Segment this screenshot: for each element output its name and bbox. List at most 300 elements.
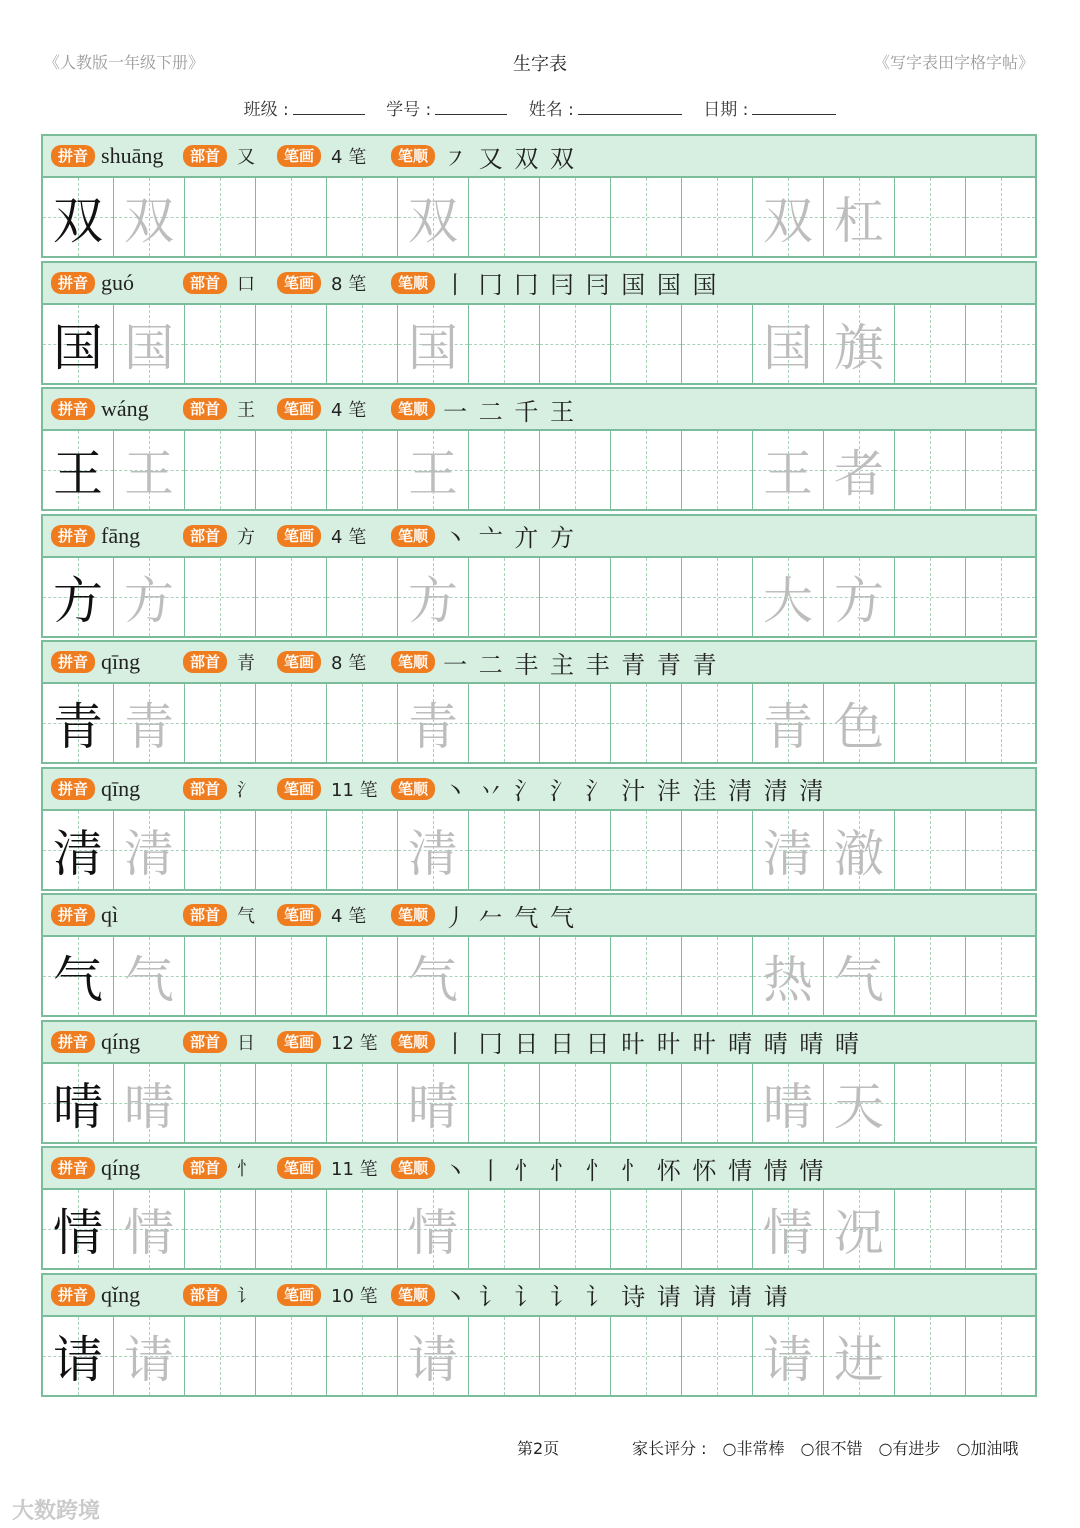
grid-cell[interactable]	[966, 558, 1035, 636]
character-info-bar	[43, 1275, 1035, 1317]
grid-cell[interactable]	[895, 937, 966, 1015]
trace-character: 请	[763, 1330, 813, 1389]
trace-character: 清	[763, 824, 813, 883]
grid-cell[interactable]	[185, 305, 256, 383]
trace-character: 进	[834, 1330, 884, 1389]
trace-character: 晴	[763, 1077, 813, 1136]
grid-cell[interactable]	[753, 1064, 824, 1142]
tianzige-grid	[43, 1190, 1035, 1268]
model-character: 双	[53, 192, 103, 250]
radical-badge: 部首	[183, 904, 227, 926]
radical-badge: 部首	[183, 1157, 227, 1179]
grid-cell[interactable]	[966, 1064, 1035, 1142]
rating-option-2[interactable]: ○ 有进步	[878, 1436, 940, 1459]
grid-cell[interactable]	[611, 1064, 682, 1142]
grid-cell[interactable]	[966, 1190, 1035, 1268]
grid-cell[interactable]	[469, 1190, 540, 1268]
grid-cell[interactable]	[753, 431, 824, 509]
rating-option-0[interactable]: ○ 非常棒	[722, 1436, 784, 1459]
trace-character: 天	[834, 1077, 884, 1136]
grid-cell[interactable]	[43, 178, 114, 256]
trace-character: 气	[408, 951, 458, 1009]
pinyin: qíng	[101, 1028, 141, 1054]
grid-cell[interactable]	[824, 811, 895, 889]
grid-cell[interactable]	[398, 684, 469, 762]
grid-cell[interactable]	[895, 305, 966, 383]
radical-badge: 部首	[183, 145, 227, 167]
grid-cell[interactable]	[611, 684, 682, 762]
trace-character: 气	[124, 951, 174, 1009]
grid-cell[interactable]	[682, 937, 753, 1015]
trace-character: 清	[408, 824, 458, 883]
trace-character: 请	[124, 1330, 174, 1389]
strokes-badge: 笔画	[277, 1157, 321, 1179]
trace-character: 况	[834, 1204, 884, 1262]
grid-cell[interactable]	[256, 178, 327, 256]
grid-cell[interactable]	[895, 1064, 966, 1142]
stroke-count: 11 笔	[331, 779, 378, 801]
stroke-order: 一 二 千 王	[443, 397, 576, 426]
model-character: 晴	[53, 1077, 103, 1136]
trace-character: 热	[763, 951, 813, 1009]
pinyin: qīng	[101, 775, 141, 801]
grid-cell[interactable]	[966, 811, 1035, 889]
grid-cell[interactable]	[611, 1190, 682, 1268]
grid-cell[interactable]	[469, 684, 540, 762]
grid-cell[interactable]	[469, 811, 540, 889]
pinyin-badge: 拼音	[51, 525, 95, 547]
grid-cell[interactable]	[327, 431, 398, 509]
radical-badge: 部首	[183, 398, 227, 420]
grid-cell[interactable]	[540, 1190, 611, 1268]
name-field[interactable]: 姓名 :	[529, 95, 682, 120]
grid-cell[interactable]	[824, 1064, 895, 1142]
radical: 日	[237, 1032, 256, 1054]
stroke-order: 一 二 丰 主 丰 青 青 青	[443, 650, 719, 679]
grid-cell[interactable]	[469, 178, 540, 256]
grid-cell[interactable]	[43, 1317, 114, 1395]
grid-cell[interactable]	[540, 1317, 611, 1395]
grid-cell[interactable]	[611, 937, 682, 1015]
trace-character: 情	[408, 1204, 458, 1262]
order-badge: 笔顺	[391, 904, 435, 926]
stroke-order: 丶 丷 氵 氵 氵 汁 沣 洼 清 清 清	[443, 777, 826, 805]
radical-badge: 部首	[183, 1284, 227, 1306]
strokes-badge: 笔画	[277, 1284, 321, 1306]
stroke-order: 丿 𠂉 气 气	[443, 903, 576, 932]
grid-cell[interactable]	[256, 1317, 327, 1395]
grid-cell[interactable]	[256, 1064, 327, 1142]
pinyin-badge: 拼音	[51, 1284, 95, 1306]
trace-character: 大	[763, 571, 813, 630]
page-title: 生字表	[513, 54, 567, 75]
trace-character: 情	[124, 1204, 174, 1262]
pinyin: fāng	[101, 522, 141, 548]
grid-cell[interactable]	[824, 305, 895, 383]
grid-cell[interactable]	[114, 1064, 185, 1142]
grid-cell[interactable]	[682, 431, 753, 509]
grid-cell[interactable]	[43, 1064, 114, 1142]
trace-character: 双	[124, 192, 174, 250]
grid-cell[interactable]	[753, 1317, 824, 1395]
radical: 又	[237, 147, 256, 168]
strokes-badge: 笔画	[277, 272, 321, 294]
order-badge: 笔顺	[391, 525, 435, 547]
grid-cell[interactable]	[682, 684, 753, 762]
order-badge: 笔顺	[391, 651, 435, 673]
model-character: 国	[53, 318, 103, 377]
book-title: 《人教版一年级下册》	[44, 53, 205, 72]
stroke-order: 丶 丨 忄 忄 忄 忄 怀 怀 情 情 情	[443, 1156, 826, 1185]
grid-cell[interactable]	[398, 305, 469, 383]
tianzige-grid	[43, 431, 1035, 509]
grid-cell[interactable]	[256, 1190, 327, 1268]
character-block	[41, 767, 1037, 891]
character-block	[41, 1273, 1037, 1397]
pinyin: qīng	[101, 649, 141, 674]
grid-cell[interactable]	[682, 305, 753, 383]
grid-cell[interactable]	[611, 558, 682, 636]
grid-cell[interactable]	[469, 431, 540, 509]
grid-cell[interactable]	[398, 1190, 469, 1268]
rating-option-3[interactable]: ○ 加油哦	[956, 1436, 1018, 1459]
grid-cell[interactable]	[398, 1064, 469, 1142]
grid-cell[interactable]	[966, 937, 1035, 1015]
grid-cell[interactable]	[540, 431, 611, 509]
tianzige-grid	[43, 937, 1035, 1015]
grid-cell[interactable]	[824, 1190, 895, 1268]
grid-cell[interactable]	[114, 811, 185, 889]
date-field[interactable]: 日期 :	[703, 95, 836, 120]
trace-character: 清	[124, 824, 174, 883]
pinyin: guó	[101, 269, 135, 295]
grid-cell[interactable]	[469, 1064, 540, 1142]
grid-cell[interactable]	[753, 684, 824, 762]
grid-cell[interactable]	[824, 178, 895, 256]
stroke-count: 10 笔	[331, 1285, 378, 1307]
grid-cell[interactable]	[398, 431, 469, 509]
grid-cell[interactable]	[114, 1190, 185, 1268]
stroke-count: 8 笔	[331, 653, 367, 674]
order-badge: 笔顺	[391, 398, 435, 420]
grid-cell[interactable]	[43, 684, 114, 762]
grid-cell[interactable]	[895, 1190, 966, 1268]
grid-cell[interactable]	[114, 431, 185, 509]
character-block	[41, 1146, 1037, 1270]
grid-cell[interactable]	[966, 305, 1035, 383]
grid-cell[interactable]	[398, 937, 469, 1015]
grid-cell[interactable]	[185, 1064, 256, 1142]
tianzige-grid	[43, 811, 1035, 889]
grid-cell[interactable]	[753, 937, 824, 1015]
tianzige-grid	[43, 684, 1035, 762]
grid-cell[interactable]	[43, 811, 114, 889]
character-info-bar	[43, 1022, 1035, 1064]
grid-cell[interactable]	[185, 937, 256, 1015]
trace-character: 旗	[834, 318, 884, 377]
trace-character: 色	[834, 698, 884, 756]
tianzige-grid	[43, 558, 1035, 636]
trace-character: 澈	[834, 824, 884, 883]
grid-cell[interactable]	[753, 178, 824, 256]
grid-cell[interactable]	[682, 178, 753, 256]
grid-cell[interactable]	[540, 305, 611, 383]
pinyin-badge: 拼音	[51, 398, 95, 420]
radical: 讠	[237, 1285, 256, 1307]
strokes-badge: 笔画	[277, 904, 321, 926]
trace-character: 气	[834, 951, 884, 1009]
trace-character: 者	[834, 445, 884, 503]
strokes-badge: 笔画	[277, 398, 321, 420]
grid-cell[interactable]	[895, 558, 966, 636]
trace-character: 王	[124, 445, 174, 503]
model-character: 青	[53, 698, 103, 756]
tianzige-grid	[43, 1064, 1035, 1142]
order-badge: 笔顺	[391, 272, 435, 294]
watermark: 大数跨境	[12, 1499, 101, 1524]
model-character: 方	[53, 571, 103, 630]
grid-cell[interactable]	[327, 558, 398, 636]
grid-cell[interactable]	[753, 558, 824, 636]
grid-cell[interactable]	[824, 558, 895, 636]
stroke-count: 12 笔	[331, 1032, 378, 1054]
grid-cell[interactable]	[327, 305, 398, 383]
stroke-order: 丶 讠 讠 讠 讠 诗 请 请 请 请	[443, 1283, 790, 1311]
grid-cell[interactable]	[540, 1064, 611, 1142]
grid-cell[interactable]	[256, 305, 327, 383]
rating-option-1[interactable]: ○ 很不错	[800, 1436, 862, 1459]
radical-badge: 部首	[183, 1031, 227, 1053]
order-badge: 笔顺	[391, 1284, 435, 1306]
page-number: 第2页	[517, 1439, 560, 1458]
character-block	[41, 893, 1037, 1017]
grid-cell[interactable]	[824, 1317, 895, 1395]
trace-character: 方	[408, 571, 458, 630]
pinyin-badge: 拼音	[51, 145, 95, 167]
tianzige-grid	[43, 1317, 1035, 1395]
character-block	[41, 514, 1037, 638]
grid-cell[interactable]	[185, 1317, 256, 1395]
grid-cell[interactable]	[256, 811, 327, 889]
stroke-order: 丨 冂 冂 冃 冃 国 国 国	[443, 271, 719, 299]
grid-cell[interactable]	[611, 811, 682, 889]
trace-character: 青	[408, 698, 458, 756]
grid-cell[interactable]	[114, 684, 185, 762]
character-block	[41, 640, 1037, 764]
grid-cell[interactable]	[185, 1190, 256, 1268]
grid-cell[interactable]	[753, 305, 824, 383]
model-character: 情	[53, 1204, 103, 1262]
pinyin: qíng	[101, 1155, 141, 1180]
stroke-count: 8 笔	[331, 273, 367, 295]
trace-character: 青	[124, 698, 174, 756]
trace-character: 晴	[408, 1077, 458, 1136]
grid-cell[interactable]	[327, 1317, 398, 1395]
grid-cell[interactable]	[114, 178, 185, 256]
radical: 方	[237, 526, 256, 548]
grid-cell[interactable]	[398, 1317, 469, 1395]
grid-cell[interactable]	[753, 1190, 824, 1268]
grid-cell[interactable]	[327, 684, 398, 762]
tianzige-grid	[43, 305, 1035, 383]
grid-cell[interactable]	[824, 431, 895, 509]
parent-rating: 家长评分 : ○ 非常棒 ○ 很不错 ○ 有进步 ○ 加油哦	[632, 1436, 1018, 1459]
grid-cell[interactable]	[895, 178, 966, 256]
grid-cell[interactable]	[256, 431, 327, 509]
pinyin: qǐng	[101, 1281, 141, 1307]
character-info-bar	[43, 642, 1035, 684]
pinyin: shuāng	[101, 143, 164, 168]
grid-cell[interactable]	[682, 1317, 753, 1395]
grid-cell[interactable]	[611, 178, 682, 256]
model-character: 请	[53, 1330, 103, 1389]
grid-cell[interactable]	[895, 1317, 966, 1395]
radical: 氵	[237, 779, 256, 801]
grid-cell[interactable]	[753, 811, 824, 889]
grid-cell[interactable]	[114, 1317, 185, 1395]
radical-badge: 部首	[183, 651, 227, 673]
stroke-count: 4 笔	[331, 400, 367, 421]
character-info-bar	[43, 389, 1035, 431]
grid-cell[interactable]	[824, 684, 895, 762]
trace-character: 双	[763, 192, 813, 250]
character-block	[41, 261, 1037, 385]
radical-badge: 部首	[183, 272, 227, 294]
strokes-badge: 笔画	[277, 651, 321, 673]
model-character: 王	[53, 445, 103, 503]
grid-cell[interactable]	[256, 558, 327, 636]
grid-cell[interactable]	[256, 937, 327, 1015]
series-title: 《写字表田字格字帖》	[873, 53, 1034, 72]
grid-cell[interactable]	[824, 937, 895, 1015]
stroke-order: ㇇ 又 双 双	[443, 144, 576, 173]
stroke-count: 4 笔	[331, 906, 367, 927]
grid-cell[interactable]	[114, 937, 185, 1015]
strokes-badge: 笔画	[277, 525, 321, 547]
trace-character: 晴	[124, 1077, 174, 1136]
grid-cell[interactable]	[540, 811, 611, 889]
grid-cell[interactable]	[398, 558, 469, 636]
grid-cell[interactable]	[469, 937, 540, 1015]
order-badge: 笔顺	[391, 1031, 435, 1053]
grid-cell[interactable]	[966, 431, 1035, 509]
grid-cell[interactable]	[43, 558, 114, 636]
grid-cell[interactable]	[611, 1317, 682, 1395]
grid-cell[interactable]	[398, 178, 469, 256]
grid-cell[interactable]	[185, 558, 256, 636]
stroke-order: 丨 冂 日 日 日 旪 旪 旪 晴 晴 晴 晴	[443, 1030, 861, 1058]
tianzige-grid	[43, 178, 1035, 256]
pinyin-badge: 拼音	[51, 651, 95, 673]
grid-cell[interactable]	[540, 558, 611, 636]
radical: 忄	[237, 1159, 256, 1180]
trace-character: 杠	[834, 192, 884, 250]
model-character: 清	[53, 824, 103, 883]
grid-cell[interactable]	[43, 937, 114, 1015]
character-info-bar	[43, 895, 1035, 937]
grid-cell[interactable]	[327, 1190, 398, 1268]
grid-cell[interactable]	[895, 684, 966, 762]
character-info-bar	[43, 769, 1035, 811]
pinyin-badge: 拼音	[51, 904, 95, 926]
grid-cell[interactable]	[540, 178, 611, 256]
grid-cell[interactable]	[185, 684, 256, 762]
radical: 口	[237, 273, 256, 295]
trace-character: 王	[408, 445, 458, 503]
grid-cell[interactable]	[327, 1064, 398, 1142]
grid-cell[interactable]	[682, 811, 753, 889]
grid-cell[interactable]	[185, 431, 256, 509]
grid-cell[interactable]	[682, 1190, 753, 1268]
trace-character: 情	[763, 1204, 813, 1262]
trace-character: 青	[763, 698, 813, 756]
grid-cell[interactable]	[327, 937, 398, 1015]
grid-cell[interactable]	[469, 305, 540, 383]
strokes-badge: 笔画	[277, 145, 321, 167]
grid-cell[interactable]	[540, 684, 611, 762]
character-block	[41, 134, 1037, 258]
grid-cell[interactable]	[43, 1190, 114, 1268]
grid-cell[interactable]	[327, 178, 398, 256]
grid-cell[interactable]	[895, 811, 966, 889]
model-character: 气	[53, 951, 103, 1009]
character-info-bar	[43, 1148, 1035, 1190]
stroke-count: 4 笔	[331, 147, 367, 168]
pinyin-badge: 拼音	[51, 1157, 95, 1179]
grid-cell[interactable]	[327, 811, 398, 889]
character-info-bar	[43, 516, 1035, 558]
trace-character: 请	[408, 1330, 458, 1389]
class-field[interactable]: 班级 :	[244, 95, 365, 120]
grid-cell[interactable]	[966, 178, 1035, 256]
grid-cell[interactable]	[611, 431, 682, 509]
grid-cell[interactable]	[469, 558, 540, 636]
grid-cell[interactable]	[114, 305, 185, 383]
grid-cell[interactable]	[256, 684, 327, 762]
grid-cell[interactable]	[43, 431, 114, 509]
order-badge: 笔顺	[391, 1157, 435, 1179]
pinyin-badge: 拼音	[51, 1031, 95, 1053]
trace-character: 方	[834, 571, 884, 630]
character-info-bar	[43, 263, 1035, 305]
stroke-count: 4 笔	[331, 526, 367, 548]
pinyin-badge: 拼音	[51, 272, 95, 294]
character-block	[41, 1020, 1037, 1144]
grid-cell[interactable]	[966, 684, 1035, 762]
grid-cell[interactable]	[185, 811, 256, 889]
grid-cell[interactable]	[611, 305, 682, 383]
grid-cell[interactable]	[43, 305, 114, 383]
grid-cell[interactable]	[966, 1317, 1035, 1395]
pinyin: wáng	[101, 396, 149, 421]
grid-cell[interactable]	[185, 178, 256, 256]
strokes-badge: 笔画	[277, 1031, 321, 1053]
trace-character: 国	[124, 318, 174, 377]
student-id-field[interactable]: 学号 :	[386, 95, 507, 120]
order-badge: 笔顺	[391, 145, 435, 167]
grid-cell[interactable]	[469, 1317, 540, 1395]
grid-cell[interactable]	[398, 811, 469, 889]
grid-cell[interactable]	[540, 937, 611, 1015]
grid-cell[interactable]	[682, 1064, 753, 1142]
character-info-bar	[43, 136, 1035, 178]
radical: 青	[237, 653, 256, 674]
grid-cell[interactable]	[895, 431, 966, 509]
trace-character: 方	[124, 571, 174, 630]
grid-cell[interactable]	[682, 558, 753, 636]
grid-cell[interactable]	[114, 558, 185, 636]
radical: 王	[237, 400, 256, 421]
